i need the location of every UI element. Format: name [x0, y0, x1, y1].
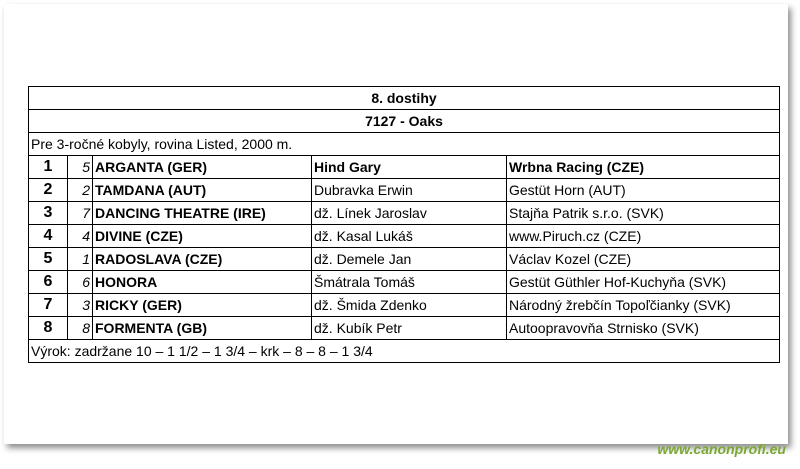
- owner-name: Stajňa Patrik s.r.o. (SVK): [507, 202, 780, 225]
- table-row: [29, 202, 780, 225]
- margins-row: [29, 340, 780, 363]
- race-conditions: Pre 3-ročné kobyly, rovina Listed, 2000 m.: [29, 133, 780, 156]
- start-number: 5: [68, 156, 93, 179]
- winning-margins: Výrok: zadržane 10 – 1 1/2 – 1 3/4 – krk – 8 – 8 – 1 3/4: [29, 340, 780, 363]
- start-number: 3: [68, 294, 93, 317]
- race-subtitle-row: [29, 110, 780, 133]
- start-number: 8: [68, 317, 93, 340]
- owner-name: www.Piruch.cz (CZE): [507, 225, 780, 248]
- race-title: 8. dostihy: [29, 87, 780, 110]
- jockey-name: dž. Línek Jaroslav: [312, 202, 507, 225]
- race-conditions-row: [29, 133, 780, 156]
- owner-name: Gestüt Güthler Hof-Kuchyňa (SVK): [507, 271, 780, 294]
- finish-position: 4: [29, 225, 68, 248]
- race-results-table: [28, 86, 780, 363]
- finish-position: 1: [29, 156, 68, 179]
- finish-position: 6: [29, 271, 68, 294]
- horse-name: DIVINE (CZE): [93, 225, 312, 248]
- horse-name: RADOSLAVA (CZE): [93, 248, 312, 271]
- race-subtitle: 7127 - Oaks: [29, 110, 780, 133]
- finish-position: 5: [29, 248, 68, 271]
- owner-name: Wrbna Racing (CZE): [507, 156, 780, 179]
- page-sheet: [4, 4, 788, 444]
- owner-name: Národný žrebčín Topoľčianky (SVK): [507, 294, 780, 317]
- horse-name: RICKY (GER): [93, 294, 312, 317]
- jockey-name: Hind Gary: [312, 156, 507, 179]
- jockey-name: dž. Šmida Zdenko: [312, 294, 507, 317]
- table-row: [29, 294, 780, 317]
- table-row: [29, 271, 780, 294]
- table-row: [29, 156, 780, 179]
- race-title-row: [29, 87, 780, 110]
- table-row: [29, 248, 780, 271]
- start-number: 2: [68, 179, 93, 202]
- jockey-name: Dubravka Erwin: [312, 179, 507, 202]
- jockey-name: dž. Demele Jan: [312, 248, 507, 271]
- owner-name: Autoopravovňa Strnisko (SVK): [507, 317, 780, 340]
- finish-position: 7: [29, 294, 68, 317]
- start-number: 6: [68, 271, 93, 294]
- table-row: [29, 317, 780, 340]
- start-number: 4: [68, 225, 93, 248]
- horse-name: FORMENTA (GB): [93, 317, 312, 340]
- finish-position: 2: [29, 179, 68, 202]
- horse-name: ARGANTA (GER): [93, 156, 312, 179]
- finish-position: 3: [29, 202, 68, 225]
- horse-name: TAMDANA (AUT): [93, 179, 312, 202]
- site-watermark: www.canonprofi.eu: [657, 441, 786, 457]
- owner-name: Václav Kozel (CZE): [507, 248, 780, 271]
- jockey-name: Šmátrala Tomáš: [312, 271, 507, 294]
- horse-name: DANCING THEATRE (IRE): [93, 202, 312, 225]
- table-row: [29, 179, 780, 202]
- owner-name: Gestüt Horn (AUT): [507, 179, 780, 202]
- jockey-name: dž. Kasal Lukáš: [312, 225, 507, 248]
- horse-name: HONORA: [93, 271, 312, 294]
- table-row: [29, 225, 780, 248]
- finish-position: 8: [29, 317, 68, 340]
- jockey-name: dž. Kubík Petr: [312, 317, 507, 340]
- start-number: 7: [68, 202, 93, 225]
- start-number: 1: [68, 248, 93, 271]
